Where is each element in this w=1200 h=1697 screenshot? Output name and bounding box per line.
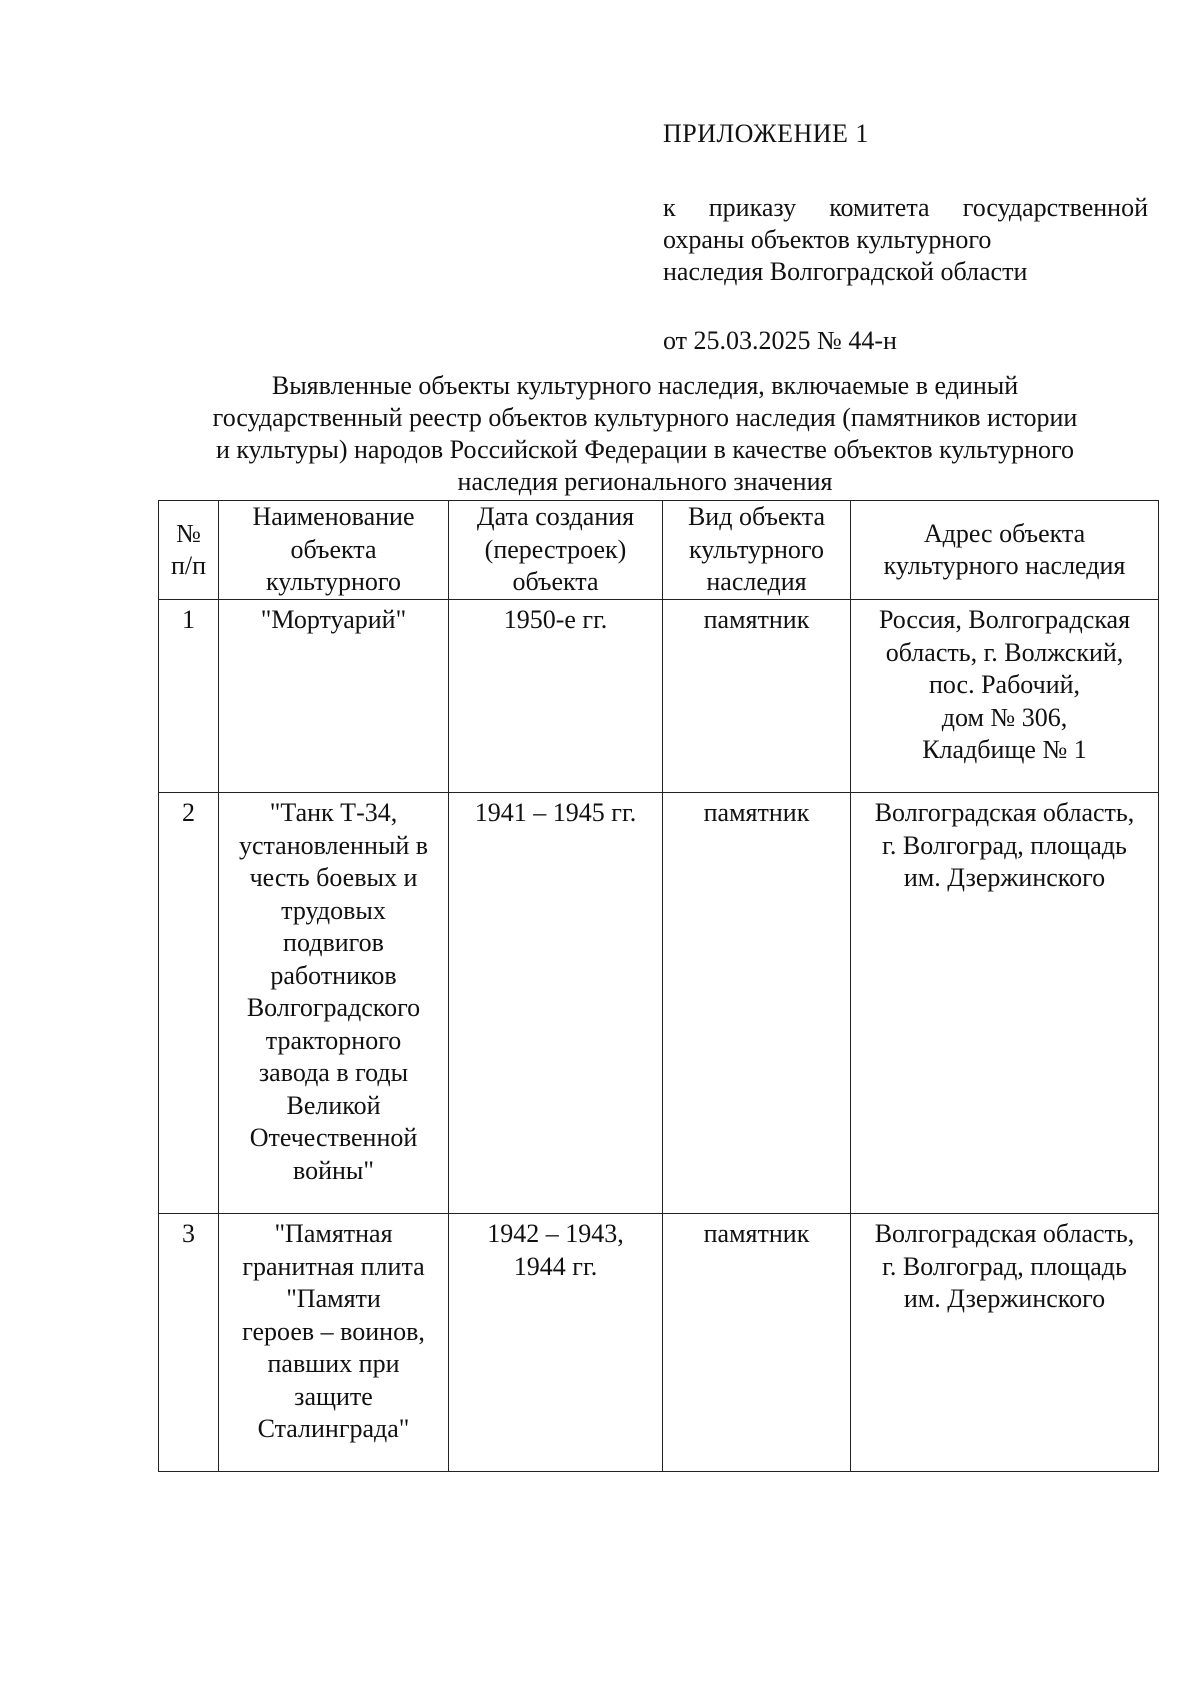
heading-line: и культуры) народов Российской Федерации в качестве объектов культурного (215, 435, 1075, 464)
appendix-subtitle-line: к приказу комитета государственной (663, 193, 1148, 222)
appendix-date: от 25.03.2025 № 44-н (663, 326, 897, 355)
table-header-row (159, 501, 1159, 600)
cell-address: Волгоградская область, г. Волгоград, площадь им. Дзержинского (851, 793, 1159, 1214)
header-type: Вид объекта культурного наследия (663, 501, 851, 600)
header-number: № п/п (159, 501, 219, 600)
cell-type: памятник (663, 1214, 851, 1472)
cell-address: Россия, Волгоградская область, г. Волжский, пос. Рабочий, дом № 306, Кладбище № 1 (851, 600, 1159, 793)
cell-type: памятник (663, 600, 851, 793)
cell-type: памятник (663, 793, 851, 1214)
cell-name: "Памятная гранитная плита "Памяти героев – воинов, павших при защите Сталинграда" (219, 1214, 449, 1472)
appendix-subtitle-line: наследия Волгоградской области (663, 257, 1028, 286)
cell-name: "Танк Т-34, установленный в честь боевых и трудовых подвигов работников Волгоградского тракторного завода в годы Великой Отечественной войны" (219, 793, 449, 1214)
heading-line: наследия регионального значения (457, 467, 833, 496)
appendix-subtitle-line: охраны объектов культурного (663, 225, 992, 254)
cell-name: "Мортуарий" (219, 600, 449, 793)
appendix-title: ПРИЛОЖЕНИЕ 1 (663, 119, 869, 148)
cell-date: 1950-е гг. (449, 600, 663, 793)
cell-number: 3 (159, 1214, 219, 1472)
cell-address: Волгоградская область, г. Волгоград, площадь им. Дзержинского (851, 1214, 1159, 1472)
cell-number: 1 (159, 600, 219, 793)
document-heading (160, 370, 1130, 498)
cell-date: 1942 – 1943, 1944 гг. (449, 1214, 663, 1472)
header-date: Дата создания (перестроек) объекта (449, 501, 663, 600)
heading-line: Выявленные объекты культурного наследия, включаемые в единый (271, 371, 1019, 400)
table-row (159, 793, 1159, 1214)
table-row (159, 600, 1159, 793)
table-row (159, 1214, 1159, 1472)
heritage-objects-table (158, 500, 1159, 1472)
header-address: Адрес объекта культурного наследия (851, 501, 1159, 600)
header-name: Наименование объекта культурного (219, 501, 449, 600)
cell-number: 2 (159, 793, 219, 1214)
appendix-block (663, 118, 1148, 357)
cell-date: 1941 – 1945 гг. (449, 793, 663, 1214)
heading-line: государственный реестр объектов культурного наследия (памятников истории (212, 403, 1078, 432)
appendix-subtitle (663, 192, 1148, 288)
